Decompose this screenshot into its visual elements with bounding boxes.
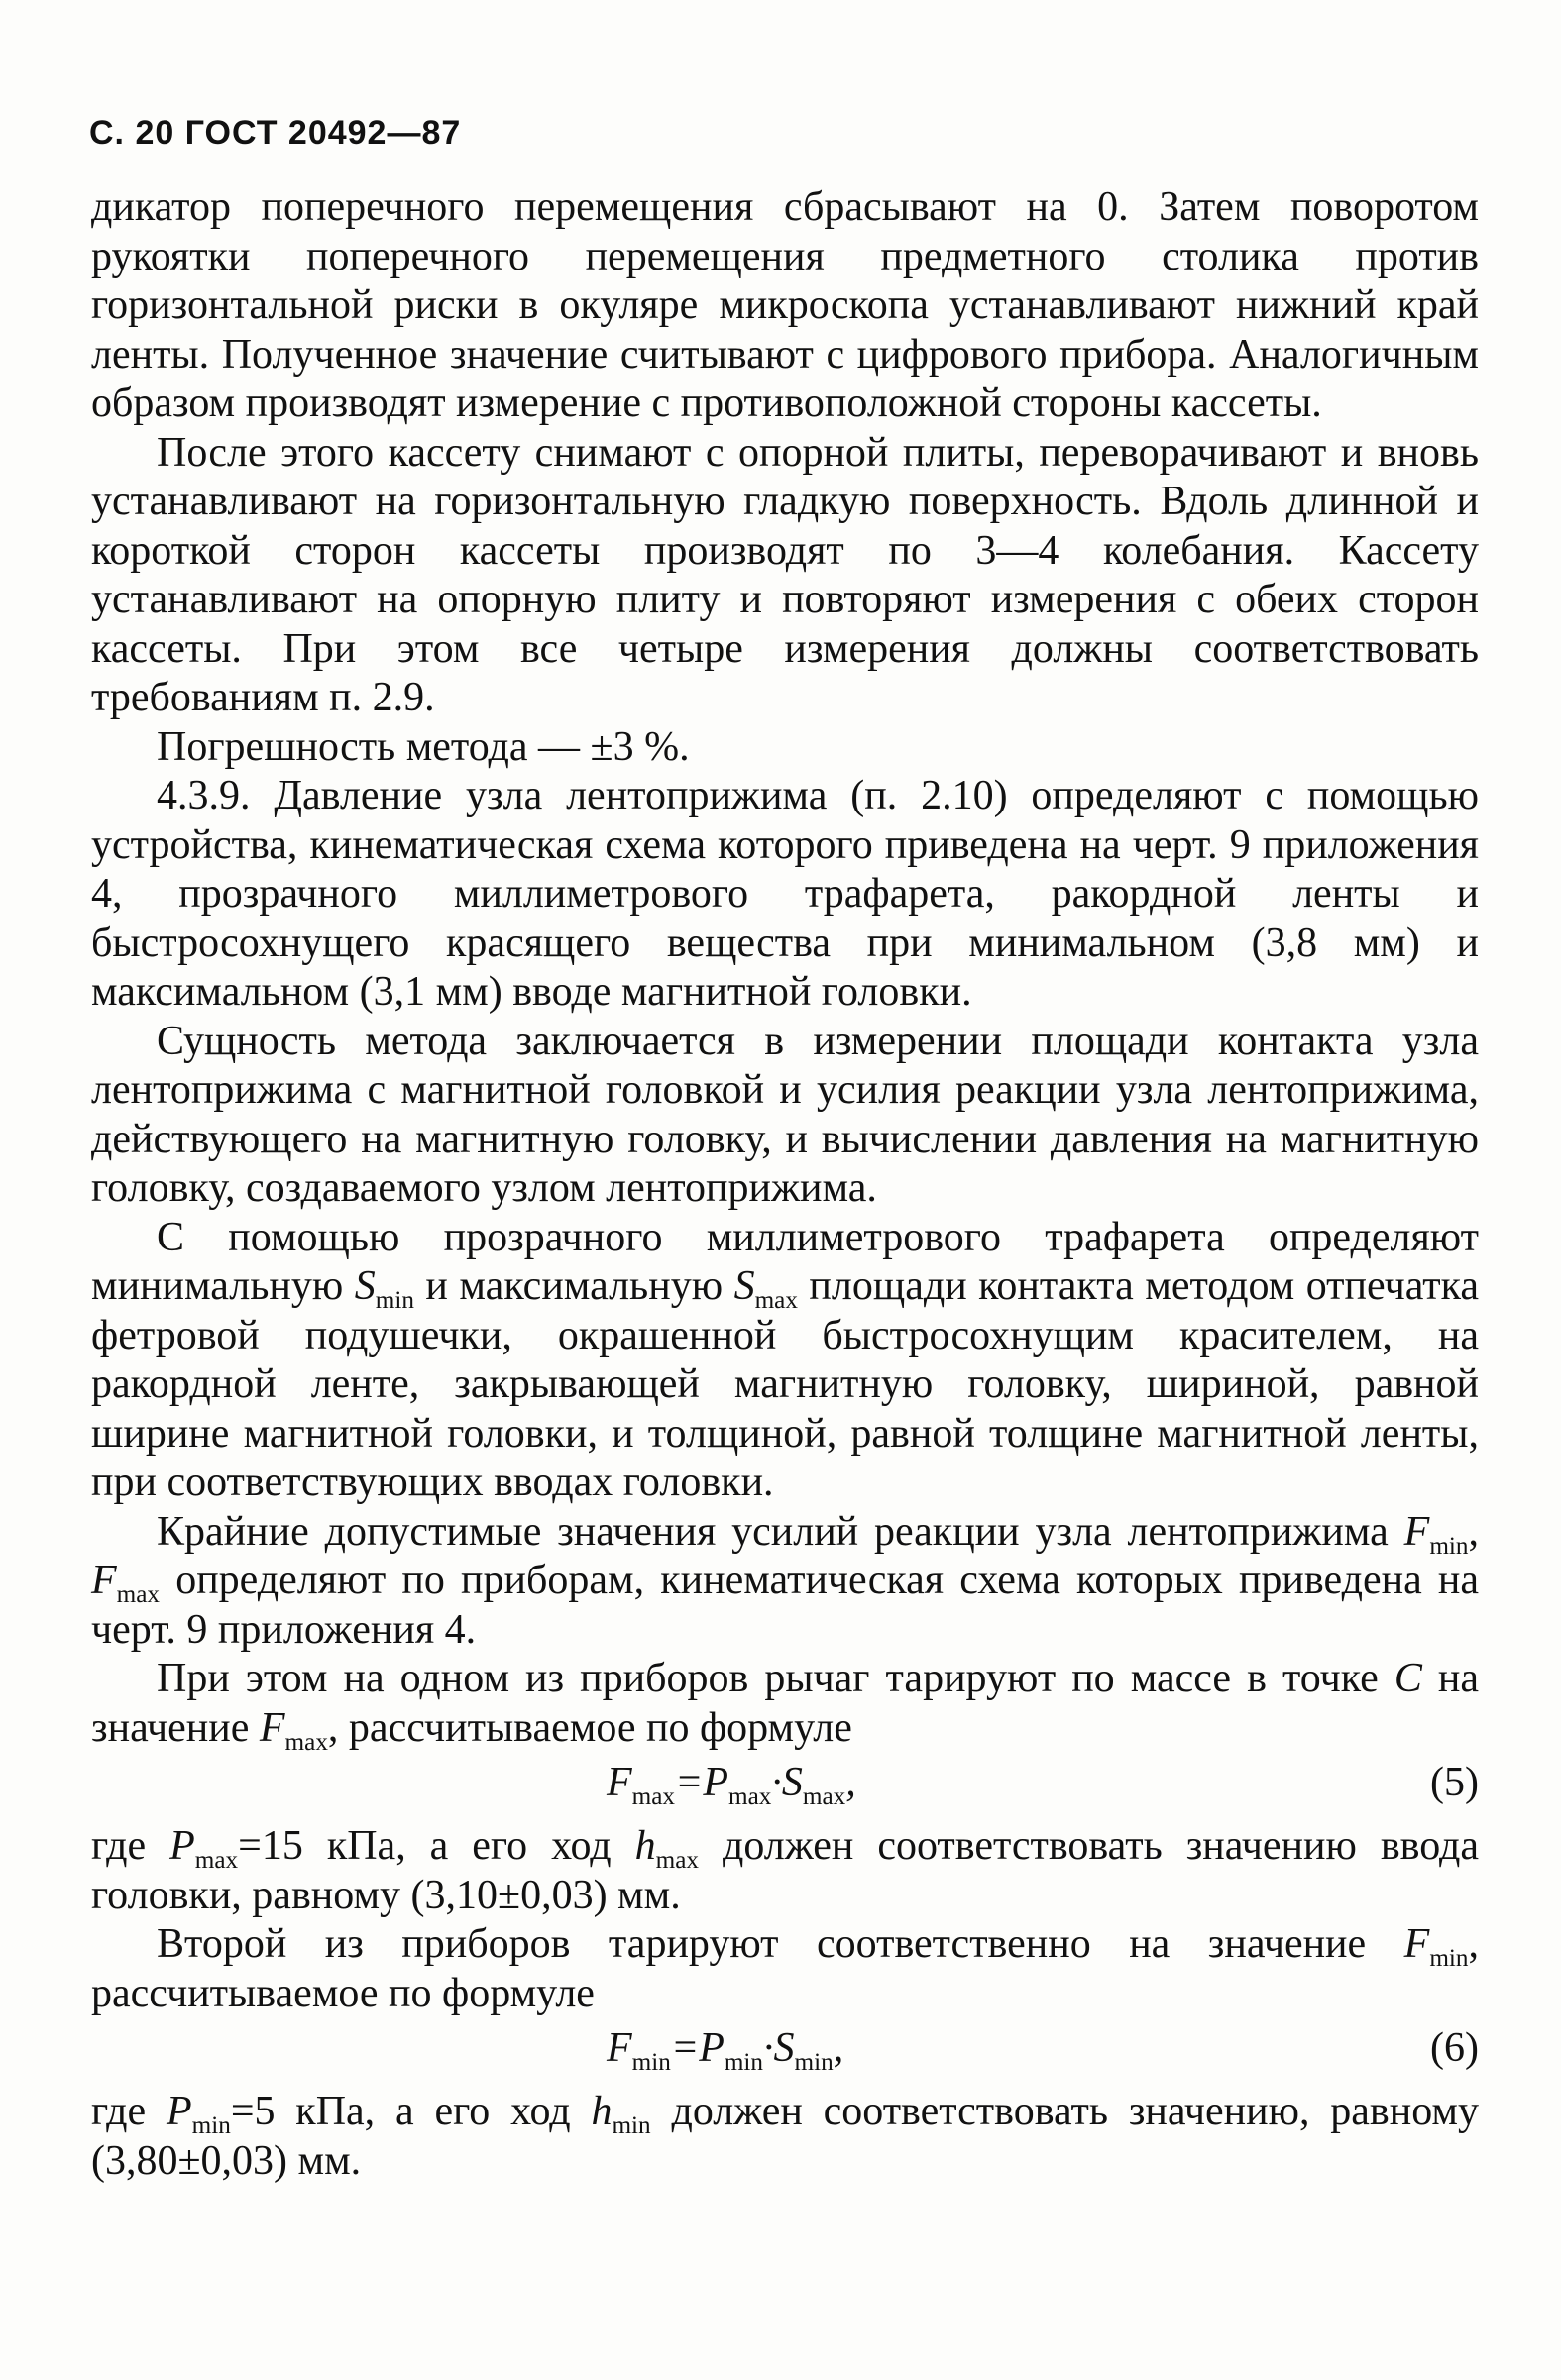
paragraph-4-3-9: 4.3.9. Давление узла лентоприжима (п. 2.10) определяют с помощью устройства, кинематическая схема которого приведена на черт. 9 приложения 4, прозрачного миллиметрового трафарета, ракордной ленты и быстросохнущего красящего вещества при минимальном (3,8 мм) и максимальном (3,1 мм) вводе магнитной головки. (91, 773, 1479, 1015)
paragraph-1: дикатор поперечного перемещения сбрасывают на 0. Затем поворотом рукоятки поперечного перемещения предметного столика против горизонтальной риски в окуляре микроскопа устанавливают нижний край ленты. Полученное значение считывают с цифрового прибора. Аналогичным образом производят измерение с противоположной стороны кассеты. (91, 184, 1479, 426)
formula-6-expression: $F_{min}=P_{min}\cdot S_{min}$, (607, 2025, 844, 2076)
paragraph-where-pmax: где $P_{max}=15$ кПа, а его ход $h_{max}$ должен соответствовать значению ввода головки, равному (3,10±0,03) мм. (91, 1823, 1479, 1918)
body-text (91, 183, 1479, 2186)
formula-6-number: (6) (1430, 2025, 1479, 2071)
symbol-h-min: $h_{min}$ (591, 2089, 651, 2139)
symbol-s-max: $S_{max}$ (733, 1263, 798, 1314)
paragraph-error: Погрешность метода — ±3 %. (157, 723, 690, 770)
symbol-f-max: $F_{max}$ (91, 1558, 161, 1608)
paragraph-lever-max: При этом на одном из приборов рычаг тарируют по массе в точке C на значение $F_{max}$, рассчитываемое по формуле (91, 1656, 1479, 1756)
formula-5 (91, 1759, 1479, 1820)
symbol-p-max: $P_{max}$ (169, 1823, 239, 1874)
symbol-p-min: $P_{min}$ (166, 2089, 231, 2139)
formula-6 (91, 2024, 1479, 2086)
symbol-h-max: $h_{max}$ (634, 1823, 700, 1874)
page-header: С. 20 ГОСТ 20492—87 (89, 114, 462, 152)
paragraph-2: После этого кассету снимают с опорной плиты, переворачивают и вновь устанавливают на горизонтальную гладкую поверхность. Вдоль длинной и короткой сторон кассеты производят по 3—4 колебания. Кассету устанавливают на опорную плиту и повторяют измерения с обеих сторон кассеты. При этом все четыре измерения должны соответствовать требованиям п. 2.9. (91, 429, 1479, 720)
paragraph-lever-min: Второй из приборов тарируют соответственно на значение $F_{min}$, рассчитываемое по формуле (91, 1921, 1479, 2016)
symbol-f-min: $F_{min}$ (1403, 1921, 1469, 1972)
symbol-s-min: $S_{min}$ (354, 1263, 414, 1314)
paragraph-contact-area: С помощью прозрачного миллиметрового трафарета определяют минимальную $S_{min}$ и максимальную $S_{max}$ площади контакта методом отпечатка фетровой подушечки, окрашенной быстросохнущим красителем, на ракордной ленте, закрывающей магнитную головку, шириной, равной ширине магнитной головки, и толщиной, равной толщине магнитной ленты, при соответствующих вводах головки. (91, 1214, 1480, 1505)
symbol-f-min: $F_{min}$ (1403, 1508, 1469, 1560)
symbol-f-max: $F_{max}$ (259, 1704, 328, 1756)
formula-5-expression: $F_{max}=P_{max}\cdot S_{max}$, (607, 1760, 856, 1810)
formula-5-number: (5) (1430, 1760, 1479, 1805)
symbol-c: C (1394, 1656, 1422, 1701)
paragraph-reaction-forces: Крайние допустимые значения усилий реакции узла лентоприжима $F_{min}$, $F_{max}$ определяют по приборам, кинематическая схема которых приведена на черт. 9 приложения 4. (91, 1508, 1479, 1653)
paragraph-where-pmin: где $P_{min}=5$ кПа, а его ход $h_{min}$ должен соответствовать значению, равному (3,80±0,03) мм. (91, 2089, 1480, 2184)
paragraph-method-essence: Сущность метода заключается в измерении площади контакта узла лентоприжима с магнитной головкой и усилия реакции узла лентоприжима, действующего на магнитную головку, и вычислении давления на магнитную головку, создаваемого узлом лентоприжима. (91, 1018, 1479, 1211)
